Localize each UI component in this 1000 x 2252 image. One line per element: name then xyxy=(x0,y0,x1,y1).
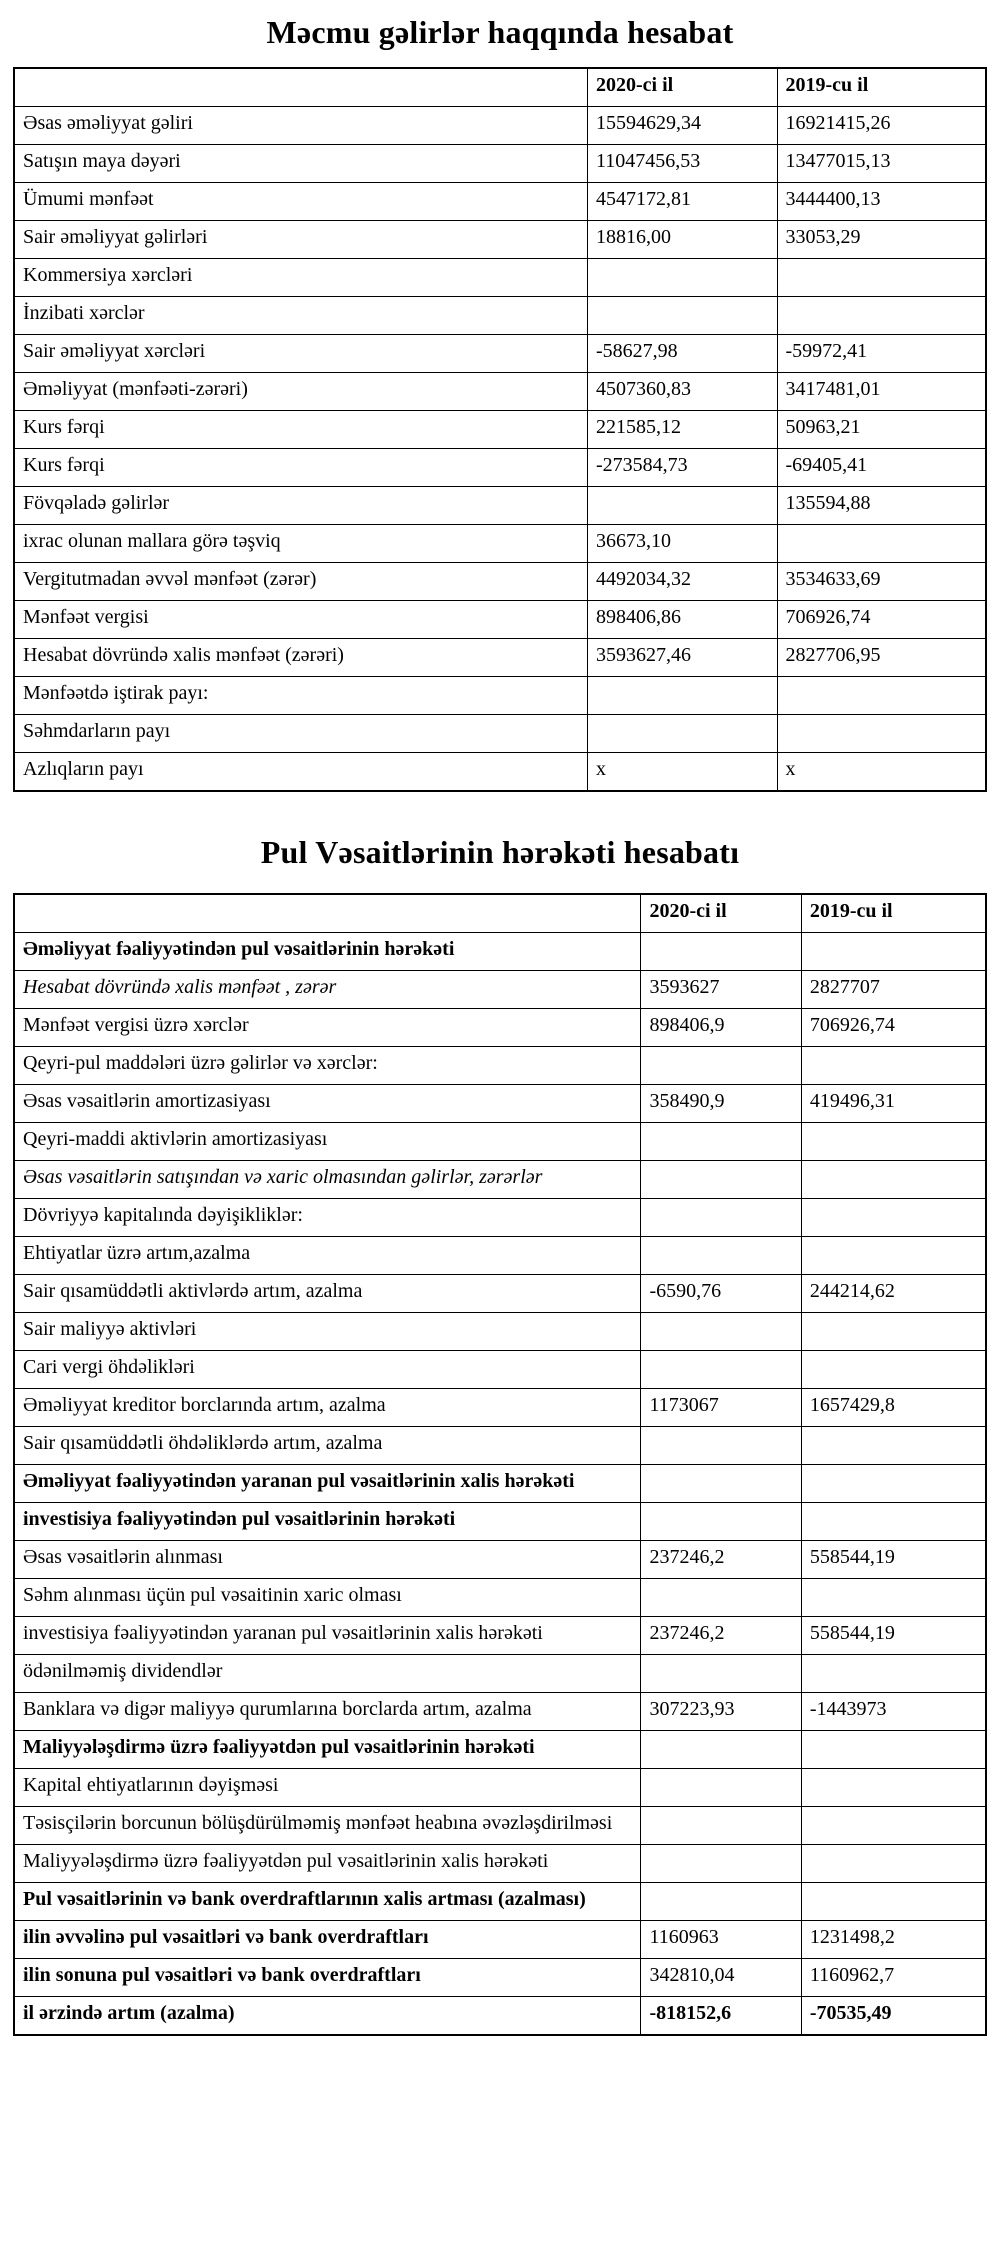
value-2020 xyxy=(641,1237,801,1275)
table-row xyxy=(14,259,986,297)
table-row xyxy=(14,971,986,1009)
value-2019 xyxy=(777,677,986,715)
row-label: Əməliyyat fəaliyyətindən yaranan pul vəsaitlərinin xalis hərəkəti xyxy=(14,1465,641,1503)
value-2020 xyxy=(641,1845,801,1883)
value-2020: 4492034,32 xyxy=(587,563,777,601)
table-row xyxy=(14,1275,986,1313)
row-label: ixrac olunan mallara görə təşviq xyxy=(14,525,587,563)
value-2019: -69405,41 xyxy=(777,449,986,487)
value-2020: 237246,2 xyxy=(641,1617,801,1655)
value-2020 xyxy=(587,297,777,335)
value-2020 xyxy=(641,1427,801,1465)
row-label: Əsas vəsaitlərin amortizasiyası xyxy=(14,1085,641,1123)
column-header-2019: 2019-cu il xyxy=(777,68,986,107)
table-row xyxy=(14,145,986,183)
value-2019 xyxy=(801,1047,986,1085)
table-row xyxy=(14,1085,986,1123)
value-2020: 342810,04 xyxy=(641,1959,801,1997)
page-title-cashflow-statement: Pul Vəsaitlərinin hərəkəti hesabatı xyxy=(260,834,740,870)
row-label: Satışın maya dəyəri xyxy=(14,145,587,183)
table-row xyxy=(14,183,986,221)
value-2019 xyxy=(801,1123,986,1161)
value-2019 xyxy=(777,297,986,335)
value-2020: 3593627,46 xyxy=(587,639,777,677)
value-2019 xyxy=(801,1845,986,1883)
row-label: Əməliyyat kreditor borclarında artım, azalma xyxy=(14,1389,641,1427)
value-2019 xyxy=(801,1237,986,1275)
value-2020: 18816,00 xyxy=(587,221,777,259)
row-label: Mənfəətdə iştirak payı: xyxy=(14,677,587,715)
table-row xyxy=(14,715,986,753)
value-2020 xyxy=(641,1465,801,1503)
row-label: investisiya fəaliyyətindən pul vəsaitlərinin hərəkəti xyxy=(14,1503,641,1541)
value-2019: 1231498,2 xyxy=(801,1921,986,1959)
row-label: Dövriyyə kapitalında dəyişikliklər: xyxy=(14,1199,641,1237)
row-label: Mənfəət vergisi üzrə xərclər xyxy=(14,1009,641,1047)
table-row xyxy=(14,1731,986,1769)
value-2020 xyxy=(587,259,777,297)
row-label: Vergitutmadan əvvəl mənfəət (zərər) xyxy=(14,563,587,601)
table-row xyxy=(14,297,986,335)
table-row xyxy=(14,1009,986,1047)
value-2020: 3593627 xyxy=(641,971,801,1009)
value-2020: 4547172,81 xyxy=(587,183,777,221)
table-row xyxy=(14,1465,986,1503)
row-label: Əməliyyat (mənfəəti-zərəri) xyxy=(14,373,587,411)
page-title-income-statement: Məcmu gəlirlər haqqında hesabat xyxy=(266,14,734,50)
value-2019: 3534633,69 xyxy=(777,563,986,601)
value-2019: 33053,29 xyxy=(777,221,986,259)
value-2020: -273584,73 xyxy=(587,449,777,487)
row-label: Sair qısamüddətli öhdəliklərdə artım, azalma xyxy=(14,1427,641,1465)
table-row xyxy=(14,1313,986,1351)
value-2020: -58627,98 xyxy=(587,335,777,373)
value-2020 xyxy=(641,1655,801,1693)
table-row xyxy=(14,107,986,145)
value-2020 xyxy=(641,1883,801,1921)
column-header-2020: 2020-ci il xyxy=(587,68,777,107)
value-2019 xyxy=(801,1769,986,1807)
row-label: Sair qısamüddətli aktivlərdə artım, azalma xyxy=(14,1275,641,1313)
value-2020 xyxy=(641,1199,801,1237)
row-label: Pul vəsaitlərinin və bank overdraftlarının xalis artması (azalması) xyxy=(14,1883,641,1921)
table-row xyxy=(14,487,986,525)
value-2019 xyxy=(801,1579,986,1617)
table-row xyxy=(14,1199,986,1237)
value-2019 xyxy=(801,1351,986,1389)
row-label: investisiya fəaliyyətindən yaranan pul vəsaitlərinin xalis hərəkəti xyxy=(14,1617,641,1655)
row-label: İnzibati xərclər xyxy=(14,297,587,335)
row-label: ilin əvvəlinə pul vəsaitləri və bank overdraftları xyxy=(14,1921,641,1959)
table-row xyxy=(14,601,986,639)
table-row xyxy=(14,677,986,715)
value-2020: 358490,9 xyxy=(641,1085,801,1123)
table-row xyxy=(14,639,986,677)
value-2019: 50963,21 xyxy=(777,411,986,449)
income-table-header-row xyxy=(14,68,986,107)
row-label: Kapital ehtiyatlarının dəyişməsi xyxy=(14,1769,641,1807)
value-2020 xyxy=(641,1579,801,1617)
table-row xyxy=(14,1427,986,1465)
value-2020 xyxy=(587,487,777,525)
column-header-empty xyxy=(14,894,641,933)
value-2019: -1443973 xyxy=(801,1693,986,1731)
value-2019: -70535,49 xyxy=(801,1997,986,2036)
value-2019 xyxy=(801,1883,986,1921)
row-label: Ümumi mənfəət xyxy=(14,183,587,221)
value-2020: 237246,2 xyxy=(641,1541,801,1579)
row-label: Maliyyələşdirmə üzrə fəaliyyətdən pul vəsaitlərinin hərəkəti xyxy=(14,1731,641,1769)
value-2020 xyxy=(641,933,801,971)
value-2020: -818152,6 xyxy=(641,1997,801,2036)
value-2019: x xyxy=(777,753,986,792)
table-row xyxy=(14,1237,986,1275)
row-label: Mənfəət vergisi xyxy=(14,601,587,639)
row-label: Fövqəladə gəlirlər xyxy=(14,487,587,525)
cashflow-table-header-row xyxy=(14,894,986,933)
row-label: Sair əməliyyat gəlirləri xyxy=(14,221,587,259)
value-2019 xyxy=(801,1503,986,1541)
value-2020: 36673,10 xyxy=(587,525,777,563)
value-2020 xyxy=(587,677,777,715)
value-2019 xyxy=(801,1465,986,1503)
value-2020: 898406,9 xyxy=(641,1009,801,1047)
table-row xyxy=(14,221,986,259)
table-row xyxy=(14,1047,986,1085)
row-label: ödənilməmiş dividendlər xyxy=(14,1655,641,1693)
table-row xyxy=(14,411,986,449)
table-row xyxy=(14,1883,986,1921)
value-2020 xyxy=(641,1161,801,1199)
income-statement-table xyxy=(13,67,987,792)
value-2019: 135594,88 xyxy=(777,487,986,525)
value-2019: 3444400,13 xyxy=(777,183,986,221)
value-2020 xyxy=(641,1731,801,1769)
table-row xyxy=(14,753,986,792)
value-2019: 558544,19 xyxy=(801,1541,986,1579)
value-2019 xyxy=(777,259,986,297)
table-row xyxy=(14,1959,986,1997)
value-2020: 11047456,53 xyxy=(587,145,777,183)
value-2020 xyxy=(641,1807,801,1845)
value-2019: 419496,31 xyxy=(801,1085,986,1123)
value-2019: 13477015,13 xyxy=(777,145,986,183)
table-row xyxy=(14,335,986,373)
value-2019 xyxy=(777,525,986,563)
row-label: Əsas vəsaitlərin satışından və xaric olmasından gəlirlər, zərərlər xyxy=(14,1161,641,1199)
row-label: Səhmdarların payı xyxy=(14,715,587,753)
row-label: Qeyri-maddi aktivlərin amortizasiyası xyxy=(14,1123,641,1161)
row-label: Kurs fərqi xyxy=(14,449,587,487)
value-2020: 221585,12 xyxy=(587,411,777,449)
table-row xyxy=(14,1997,986,2036)
value-2019: 706926,74 xyxy=(777,601,986,639)
table-row xyxy=(14,1617,986,1655)
table-row xyxy=(14,1693,986,1731)
row-label: Qeyri-pul maddələri üzrə gəlirlər və xərclər: xyxy=(14,1047,641,1085)
value-2019 xyxy=(777,715,986,753)
row-label: Hesabat dövründə xalis mənfəət , zərər xyxy=(14,971,641,1009)
row-label: Hesabat dövründə xalis mənfəət (zərəri) xyxy=(14,639,587,677)
table-row xyxy=(14,449,986,487)
value-2019 xyxy=(801,1807,986,1845)
row-label: Əməliyyat fəaliyyətindən pul vəsaitlərinin hərəkəti xyxy=(14,933,641,971)
value-2019: 16921415,26 xyxy=(777,107,986,145)
value-2020: 898406,86 xyxy=(587,601,777,639)
row-label: Ehtiyatlar üzrə artım,azalma xyxy=(14,1237,641,1275)
table-row xyxy=(14,1579,986,1617)
row-label: Maliyyələşdirmə üzrə fəaliyyətdən pul vəsaitlərinin xalis hərəkəti xyxy=(14,1845,641,1883)
table-row xyxy=(14,1123,986,1161)
value-2019 xyxy=(801,1199,986,1237)
table-row xyxy=(14,525,986,563)
table-row xyxy=(14,1541,986,1579)
value-2020: 307223,93 xyxy=(641,1693,801,1731)
value-2020: 15594629,34 xyxy=(587,107,777,145)
value-2019: -59972,41 xyxy=(777,335,986,373)
table-row xyxy=(14,563,986,601)
row-label: ilin sonuna pul vəsaitləri və bank overdraftları xyxy=(14,1959,641,1997)
table-row xyxy=(14,1807,986,1845)
table-row xyxy=(14,1389,986,1427)
value-2020 xyxy=(641,1503,801,1541)
value-2020 xyxy=(587,715,777,753)
table-row xyxy=(14,373,986,411)
value-2019: 706926,74 xyxy=(801,1009,986,1047)
value-2020 xyxy=(641,1123,801,1161)
value-2020: 1173067 xyxy=(641,1389,801,1427)
row-label: il ərzində artım (azalma) xyxy=(14,1997,641,2036)
table-row xyxy=(14,1503,986,1541)
table-row xyxy=(14,1845,986,1883)
row-label: Azlıqların payı xyxy=(14,753,587,792)
value-2019: 558544,19 xyxy=(801,1617,986,1655)
value-2019: 2827706,95 xyxy=(777,639,986,677)
value-2020: 4507360,83 xyxy=(587,373,777,411)
value-2020 xyxy=(641,1769,801,1807)
value-2020: 1160963 xyxy=(641,1921,801,1959)
value-2019 xyxy=(801,1313,986,1351)
value-2020 xyxy=(641,1313,801,1351)
row-label: Əsas vəsaitlərin alınması xyxy=(14,1541,641,1579)
row-label: Əsas əməliyyat gəliri xyxy=(14,107,587,145)
column-header-2019: 2019-cu il xyxy=(801,894,986,933)
table-row xyxy=(14,1769,986,1807)
value-2019: 244214,62 xyxy=(801,1275,986,1313)
table-row xyxy=(14,1161,986,1199)
value-2019: 3417481,01 xyxy=(777,373,986,411)
cashflow-statement-table xyxy=(13,893,987,2036)
table-row xyxy=(14,1351,986,1389)
row-label: Banklara və digər maliyyə qurumlarına borclarda artım, azalma xyxy=(14,1693,641,1731)
value-2019 xyxy=(801,1427,986,1465)
value-2020: x xyxy=(587,753,777,792)
value-2019 xyxy=(801,1731,986,1769)
row-label: Cari vergi öhdəlikləri xyxy=(14,1351,641,1389)
value-2019: 2827707 xyxy=(801,971,986,1009)
row-label: Səhm alınması üçün pul vəsaitinin xaric olması xyxy=(14,1579,641,1617)
column-header-empty xyxy=(14,68,587,107)
table-row xyxy=(14,933,986,971)
value-2019 xyxy=(801,1655,986,1693)
row-label: Kommersiya xərcləri xyxy=(14,259,587,297)
value-2020 xyxy=(641,1047,801,1085)
table-row xyxy=(14,1655,986,1693)
value-2020: -6590,76 xyxy=(641,1275,801,1313)
row-label: Kurs fərqi xyxy=(14,411,587,449)
column-header-2020: 2020-ci il xyxy=(641,894,801,933)
row-label: Sair maliyyə aktivləri xyxy=(14,1313,641,1351)
value-2019: 1160962,7 xyxy=(801,1959,986,1997)
table-row xyxy=(14,1921,986,1959)
value-2020 xyxy=(641,1351,801,1389)
row-label: Təsisçilərin borcunun bölüşdürülməmiş mənfəət heabına əvəzləşdirilməsi xyxy=(14,1807,641,1845)
row-label: Sair əməliyyat xərcləri xyxy=(14,335,587,373)
value-2019: 1657429,8 xyxy=(801,1389,986,1427)
value-2019 xyxy=(801,933,986,971)
value-2019 xyxy=(801,1161,986,1199)
